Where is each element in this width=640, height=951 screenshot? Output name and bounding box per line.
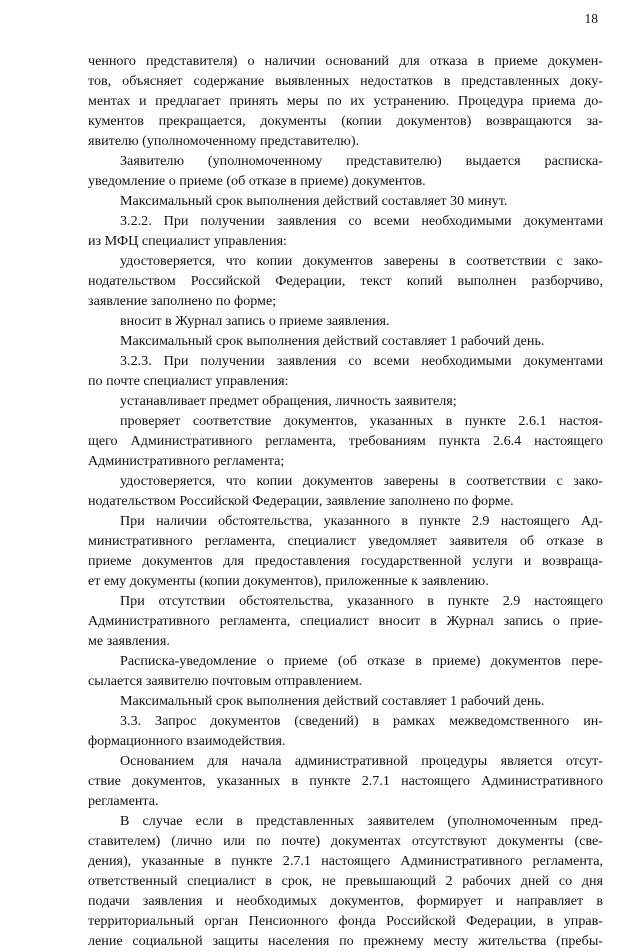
text-line-content: щего Административного регламента, требованиям пункта 2.6.4 настоящего <box>88 433 603 449</box>
text-line <box>88 731 603 751</box>
text-line-content: Максимальный срок выполнения действий составляет 1 рабочий день. <box>120 333 545 349</box>
text-line <box>88 871 603 891</box>
page-number: 18 <box>584 11 598 26</box>
text-line <box>88 671 603 691</box>
text-line <box>88 431 603 451</box>
text-line-content: уведомление о приеме (об отказе в приеме) документов. <box>88 173 426 189</box>
text-line-content: ме заявления. <box>88 633 170 649</box>
text-line-content: При отсутствии обстоятельства, указанного в пункте 2.9 настоящего <box>120 593 603 609</box>
text-line-content: кументов прекращается, документы (копии документов) возвращаются за- <box>88 113 603 129</box>
text-line-content: ствие документов, указанных в пункте 2.7.1 настоящего Административного <box>88 773 603 789</box>
text-line-content: При наличии обстоятельства, указанного в пункте 2.9 настоящего Ад- <box>120 513 603 529</box>
text-line <box>88 491 603 511</box>
text-line <box>88 611 603 631</box>
text-line-content: по почте специалист управления: <box>88 373 289 389</box>
text-line <box>88 851 603 871</box>
text-line-content: тов, объясняет содержание выявленных недостатков в представленных доку- <box>88 73 603 89</box>
text-line <box>120 691 603 711</box>
text-line <box>88 371 603 391</box>
text-line-content: ление социальной защиты населения по прежнему месту жительства (пребы- <box>88 933 603 949</box>
text-line <box>88 911 603 931</box>
text-line <box>88 531 603 551</box>
text-line <box>88 451 603 471</box>
text-line <box>88 931 603 951</box>
text-line <box>120 211 603 231</box>
text-line <box>88 71 603 91</box>
text-line-content: нодательством Российской Федерации, текст копий выполнен разборчиво, <box>88 273 603 289</box>
text-line <box>120 711 603 731</box>
text-line-content: дения), указанные в пункте 2.7.1 настоящего Административного регламента, <box>88 853 603 869</box>
text-line <box>120 411 603 431</box>
text-line-content: Заявителю (уполномоченному представителю) выдается расписка- <box>120 153 603 169</box>
text-line <box>88 231 603 251</box>
text-line <box>88 111 603 131</box>
text-line <box>88 891 603 911</box>
text-line-content: проверяет соответствие документов, указанных в пункте 2.6.1 настоя- <box>120 413 603 429</box>
text-line <box>120 811 603 831</box>
text-line-content: ответственный специалист в срок, не превышающий 2 рабочих дней со дня <box>88 873 603 889</box>
text-line-content: заявление заполнено по форме; <box>88 293 277 309</box>
text-line-content: территориальный орган Пенсионного фонда Российской Федерации, в управ- <box>88 913 603 929</box>
text-line <box>88 771 603 791</box>
text-line-content: Максимальный срок выполнения действий составляет 30 минут. <box>120 193 508 209</box>
text-line-content: Административного регламента; <box>88 453 285 469</box>
text-line <box>120 651 603 671</box>
text-line <box>120 251 603 271</box>
text-line <box>120 191 603 211</box>
text-line-content: ченного представителя) о наличии оснований для отказа в приеме докумен- <box>88 53 603 69</box>
text-line-content: ментах и предлагает принять меры по их устранению. Процедура приема до- <box>88 93 603 109</box>
text-line-content: из МФЦ специалист управления: <box>88 233 287 249</box>
text-line-content: подачи заявления и необходимых документов, формирует и направляет в <box>88 893 603 909</box>
text-line <box>88 51 603 71</box>
text-line <box>88 831 603 851</box>
text-line-content: министративного регламента, специалист уведомляет заявителя об отказе в <box>88 533 603 549</box>
text-line <box>88 171 603 191</box>
text-line-content: Административного регламента, специалист вносит в Журнал запись о прие- <box>88 613 603 629</box>
text-line-content: приеме документов для предоставления государственной услуги и возвраща- <box>88 553 603 569</box>
text-line <box>88 291 603 311</box>
text-line-content: явителю (уполномоченному представителю). <box>88 133 360 149</box>
text-line-content: нодательством Российской Федерации, заявление заполнено по форме. <box>88 493 514 509</box>
text-line-content: вносит в Журнал запись о приеме заявления. <box>120 313 390 329</box>
text-line <box>88 631 603 651</box>
text-line <box>88 551 603 571</box>
text-line-content: формационного взаимодействия. <box>88 733 286 749</box>
text-line-content: устанавливает предмет обращения, личность заявителя; <box>120 393 457 409</box>
text-line-content: удостоверяется, что копии документов заверены в соответствии с зако- <box>120 253 603 269</box>
text-line-content: Основанием для начала административной процедуры является отсут- <box>120 753 603 769</box>
text-line <box>120 331 603 351</box>
text-line <box>120 511 603 531</box>
text-line <box>88 91 603 111</box>
text-line <box>88 571 603 591</box>
text-line-content: Расписка-уведомление о приеме (об отказе в приеме) документов пере- <box>120 653 603 669</box>
text-line <box>120 351 603 371</box>
text-line <box>120 151 603 171</box>
text-line <box>120 391 603 411</box>
text-line-content: ставителем) (лично или по почте) документах отсутствуют документы (све- <box>88 833 603 849</box>
text-line-content: удостоверяется, что копии документов заверены в соответствии с зако- <box>120 473 603 489</box>
text-line-content: 3.3. Запрос документов (сведений) в рамках межведомственного ин- <box>120 713 603 729</box>
text-line <box>88 271 603 291</box>
text-line <box>120 311 603 331</box>
text-line-content: 3.2.2. При получении заявления со всеми необходимыми документами <box>120 213 603 229</box>
text-line <box>120 751 603 771</box>
text-line-content: Максимальный срок выполнения действий составляет 1 рабочий день. <box>120 693 545 709</box>
document-body <box>0 51 640 951</box>
text-line-content: ет ему документы (копии документов), приложенные к заявлению. <box>88 573 489 589</box>
text-line <box>120 471 603 491</box>
text-line <box>88 791 603 811</box>
text-line-content: регламента. <box>88 793 159 809</box>
text-line-content: 3.2.3. При получении заявления со всеми необходимыми документами <box>120 353 603 369</box>
text-line <box>88 131 603 151</box>
text-line-content: В случае если в представленных заявителем (уполномоченным пред- <box>120 813 603 829</box>
text-line-content: сылается заявителю почтовым отправлением. <box>88 673 363 689</box>
text-line <box>120 591 603 611</box>
